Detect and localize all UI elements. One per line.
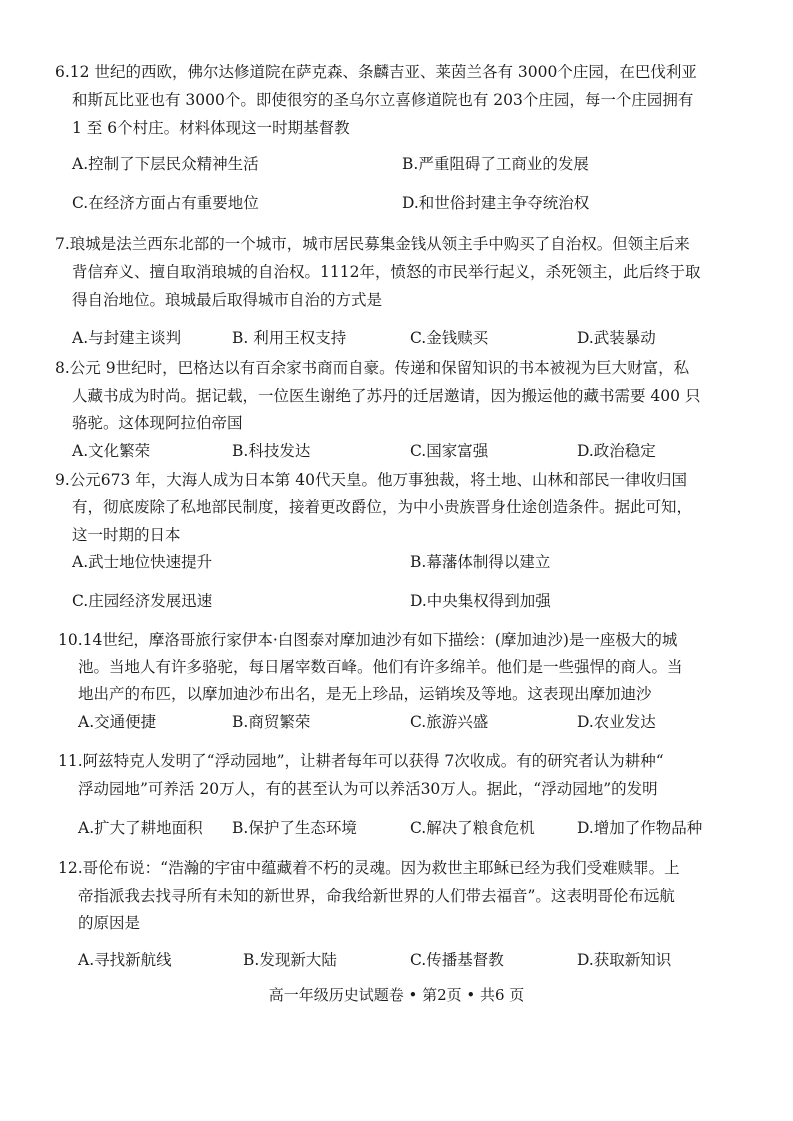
- option-b: B.科技发达: [232, 442, 311, 460]
- question-line: 人藏书成为时尚。据记载，一位医生谢绝了苏丹的迁居邀请，因为搬运他的藏书需要 400 只: [72, 387, 701, 405]
- option-b: B.商贸繁荣: [232, 713, 311, 731]
- option-a: A.控制了下层民众精神生活: [72, 155, 259, 173]
- page-footer: 高一年级历史试题卷 • 第2页 • 共6 页: [268, 986, 525, 1004]
- question-line: 的原因是: [78, 914, 141, 932]
- option-d: D.武装暴动: [577, 329, 656, 347]
- question-line: 和斯瓦比亚也有 3000个。即使很穷的圣乌尔立喜修道院也有 203个庄园，每一个庄园拥有: [72, 91, 694, 109]
- option-a: A.与封建主谈判: [72, 329, 182, 347]
- option-b: B.保护了生态环境: [232, 819, 357, 837]
- option-b: B.幕藩体制得以建立: [410, 553, 551, 571]
- option-d: D.农业发达: [577, 713, 656, 731]
- option-c: C.国家富强: [410, 442, 489, 460]
- option-b: B. 利用王权支持: [232, 329, 347, 347]
- option-c: C.金钱赎买: [410, 329, 489, 347]
- option-a: A.交通便捷: [78, 713, 157, 731]
- question-line: 池。当地人有许多骆驼，每日屠宰数百峰。他们有许多绵羊。他们是一些强悍的商人。当: [78, 658, 683, 676]
- question-line: 骆驼。这体现阿拉伯帝国: [72, 414, 243, 432]
- option-c: C.旅游兴盛: [410, 713, 489, 731]
- question-line: 6.12 世纪的西欧，佛尔达修道院在萨克森、条麟吉亚、莱茵兰各有 3000个庄园，在巴伐利亚: [55, 63, 697, 81]
- option-a: A.武士地位快速提升: [72, 553, 213, 571]
- option-d: D.政治稳定: [577, 442, 656, 460]
- question-line: 9.公元673 年，大海人成为日本第 40代天皇。他万事独裁，将土地、山林和部民一律收归国: [55, 471, 687, 489]
- option-d: D.增加了作物品种: [577, 819, 703, 837]
- option-d: D.获取新知识: [577, 951, 672, 969]
- question-line: 8.公元 9世纪时，巴格达以有百余家书商而自豪。传递和保留知识的书本被视为巨大财富，私: [55, 359, 690, 377]
- question-line: 11.阿兹特克人发明了“浮动园地”，让耕者每年可以获得 7次收成。有的研究者认为耕种“: [58, 752, 664, 770]
- question-line: 12.哥伦布说：“浩瀚的宇宙中蕴藏着不朽的灵魂。因为救世主耶稣已经为我们受难赎罪。上: [58, 859, 680, 877]
- option-d: D.和世俗封建主争夺统治权: [402, 194, 590, 212]
- question-line: 地出产的布匹，以摩加迪沙布出名，是无上珍品，运销埃及等地。这表现出摩加迪沙: [78, 685, 652, 703]
- question-line: 得自治地位。琅城最后取得城市自治的方式是: [72, 291, 383, 309]
- option-c: C.解决了粮食危机: [410, 819, 535, 837]
- option-b: B.发现新大陆: [243, 951, 337, 969]
- option-b: B.严重阻碍了工商业的发展: [402, 155, 589, 173]
- question-line: 这一时期的日本: [72, 526, 181, 544]
- question-line: 帝指派我去找寻所有未知的新世界，命我给新世界的人们带去福音”。这表明哥伦布远航: [78, 887, 675, 905]
- question-line: 有，彻底废除了私地部民制度，接着更改爵位，为中小贵族晋身仕途创造条件。据此可知，: [72, 498, 693, 516]
- question-line: 1 至 6个村庄。材料体现这一时期基督教: [72, 119, 350, 137]
- question-line: 背信弃义、擅自取消琅城的自治权。1112年，愤怒的市民举行起义，杀死领主，此后终于取: [72, 263, 701, 281]
- question-line: 10.14世纪，摩洛哥旅行家伊本·白图泰对摩加迪沙有如下描绘：(摩加迪沙)是一座极大的城: [58, 631, 678, 649]
- question-line: 7.琅城是法兰西东北部的一个城市，城市居民募集金钱从领主手中购买了自治权。但领主后来: [55, 235, 690, 253]
- option-c: C.在经济方面占有重要地位: [72, 194, 259, 212]
- option-c: C.传播基督教: [410, 951, 504, 969]
- option-a: A.寻找新航线: [78, 951, 172, 969]
- question-line: 浮动园地”可养活 20万人，有的甚至认为可以养活30万人。据此，“浮动园地”的发明: [78, 780, 658, 798]
- option-c: C.庄园经济发展迅速: [72, 592, 213, 610]
- option-a: A.扩大了耕地面积: [78, 819, 203, 837]
- option-a: A.文化繁荣: [72, 442, 151, 460]
- option-d: D.中央集权得到加强: [410, 592, 551, 610]
